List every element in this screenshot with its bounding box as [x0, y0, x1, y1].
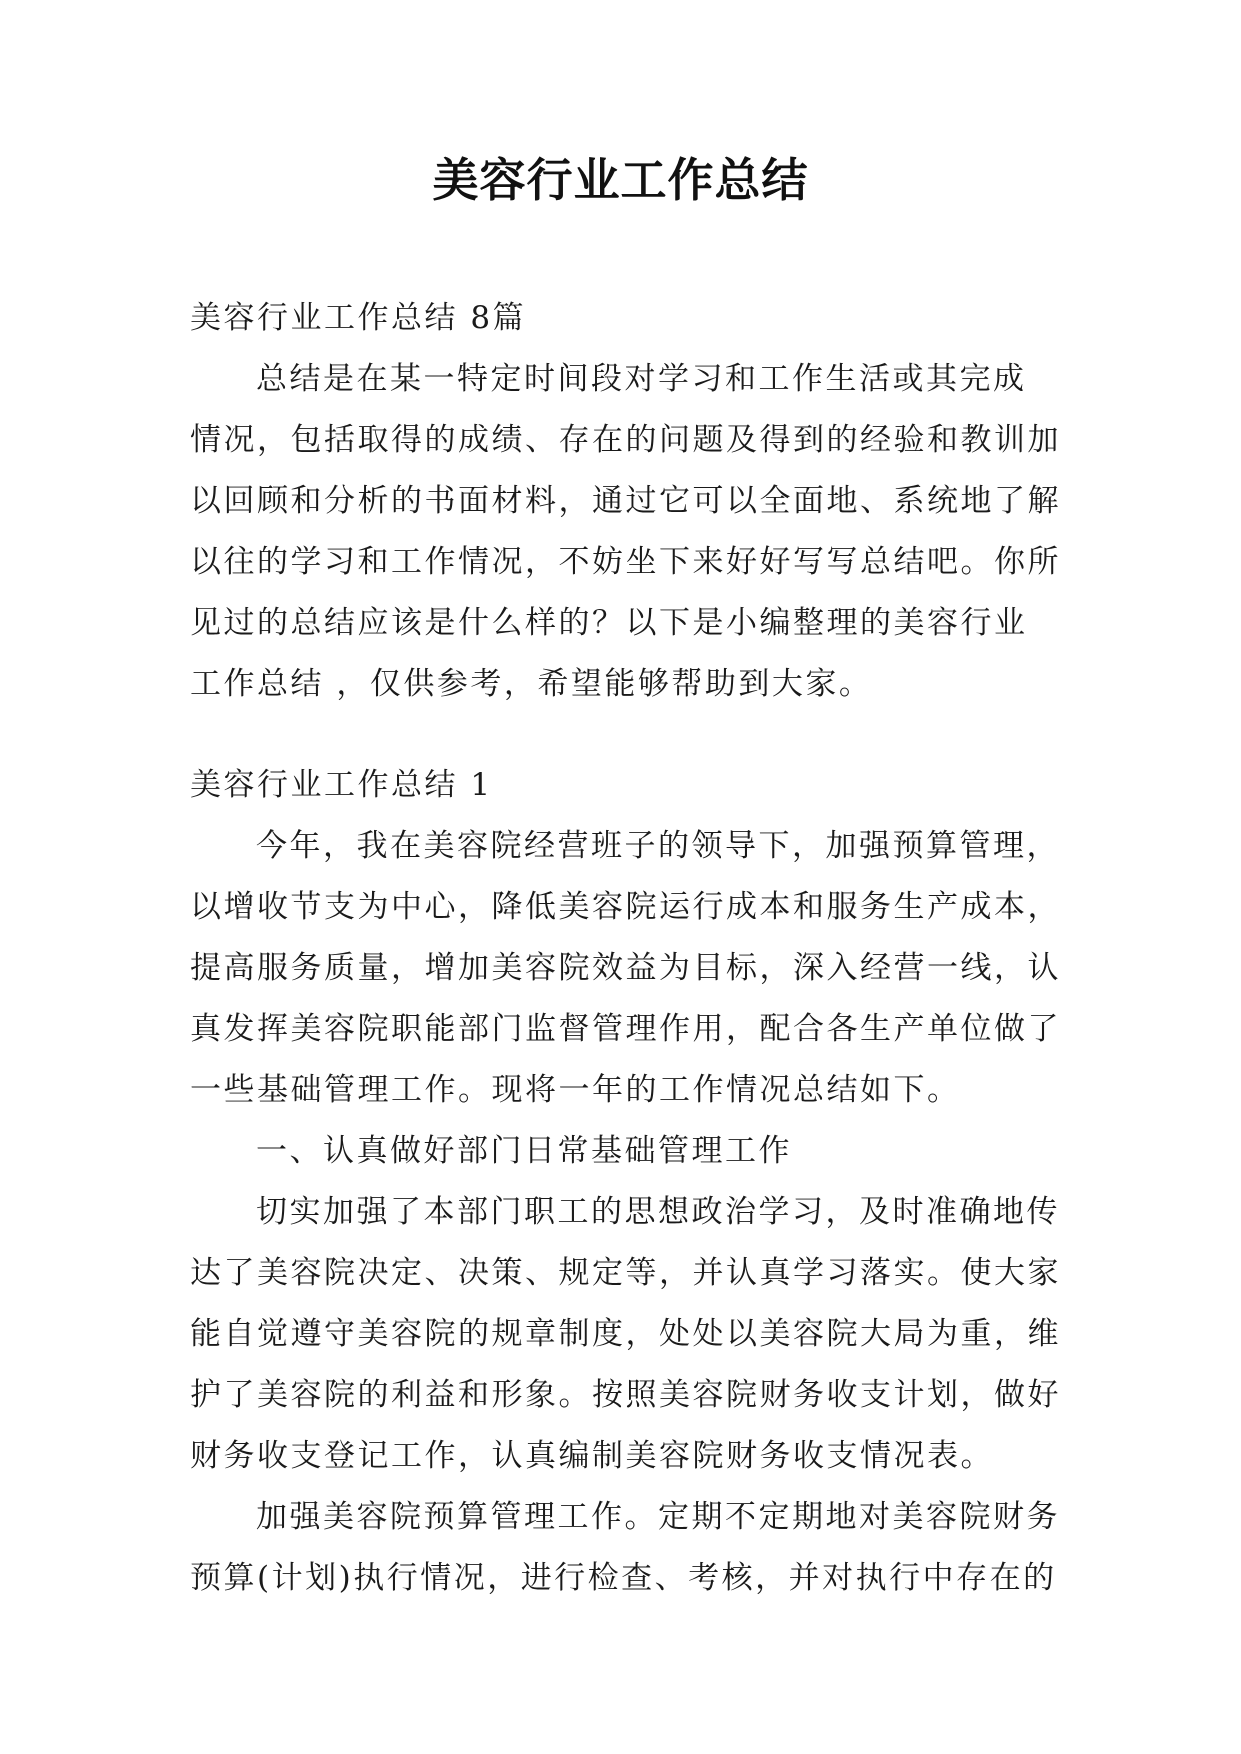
- document-subtitle: 美容行业工作总结 8篇: [190, 300, 527, 336]
- text-line: 一些基础管理工作。现将一年的工作情况总结如下。: [190, 1072, 961, 1108]
- text-line: 情况，包括取得的成绩、存在的问题及得到的经验和教训加: [190, 422, 1061, 458]
- text-line: 预算(计划)执行情况，进行检查、考核，并对执行中存在的: [190, 1560, 1057, 1596]
- section1-paragraph: [190, 816, 1065, 1121]
- text-line: 工作总结 ，仅供参考，希望能够帮助到大家。: [190, 666, 873, 702]
- document-title: 美容行业工作总结: [432, 153, 809, 207]
- text-line: 护了美容院的利益和形象。按照美容院财务收支计划，做好: [190, 1377, 1061, 1413]
- text-line: 见过的总结应该是什么样的？以下是小编整理的美容行业: [190, 605, 1028, 641]
- text-line: 提高服务质量，增加美容院效益为目标，深入经营一线，认: [190, 950, 1061, 986]
- text-line: 以回顾和分析的书面材料，通过它可以全面地、系统地了解: [190, 483, 1061, 519]
- text-line: 今年，我在美容院经营班子的领导下，加强预算管理，: [256, 828, 1060, 864]
- text-line: 总结是在某一特定时间段对学习和工作生活或其完成: [256, 361, 1027, 397]
- text-line: 以增收节支为中心，降低美容院运行成本和服务生产成本，: [190, 889, 1061, 925]
- section-gap: [190, 715, 1065, 755]
- text-line: 加强美容院预算管理工作。定期不定期地对美容院财务: [256, 1499, 1060, 1535]
- text-line: 切实加强了本部门职工的思想政治学习，及时准确地传: [256, 1194, 1060, 1230]
- text-line: 以往的学习和工作情况，不妨坐下来好好写写总结吧。你所: [190, 544, 1061, 580]
- document-body: [190, 288, 1065, 1609]
- text-line: 达了美容院决定、决策、规定等，并认真学习落实。使大家: [190, 1255, 1061, 1291]
- item1-paragraph: [190, 1182, 1065, 1487]
- intro-paragraph: [190, 349, 1065, 715]
- text-line: 能自觉遵守美容院的规章制度，处处以美容院大局为重，维: [190, 1316, 1061, 1352]
- item-heading: 一、认真做好部门日常基础管理工作: [256, 1133, 792, 1169]
- text-line: 真发挥美容院职能部门监督管理作用，配合各生产单位做了: [190, 1011, 1061, 1047]
- section-heading: 美容行业工作总结 1: [190, 767, 493, 803]
- item1-paragraph-2: [190, 1487, 1065, 1609]
- text-line: 财务收支登记工作，认真编制美容院财务收支情况表。: [190, 1438, 994, 1474]
